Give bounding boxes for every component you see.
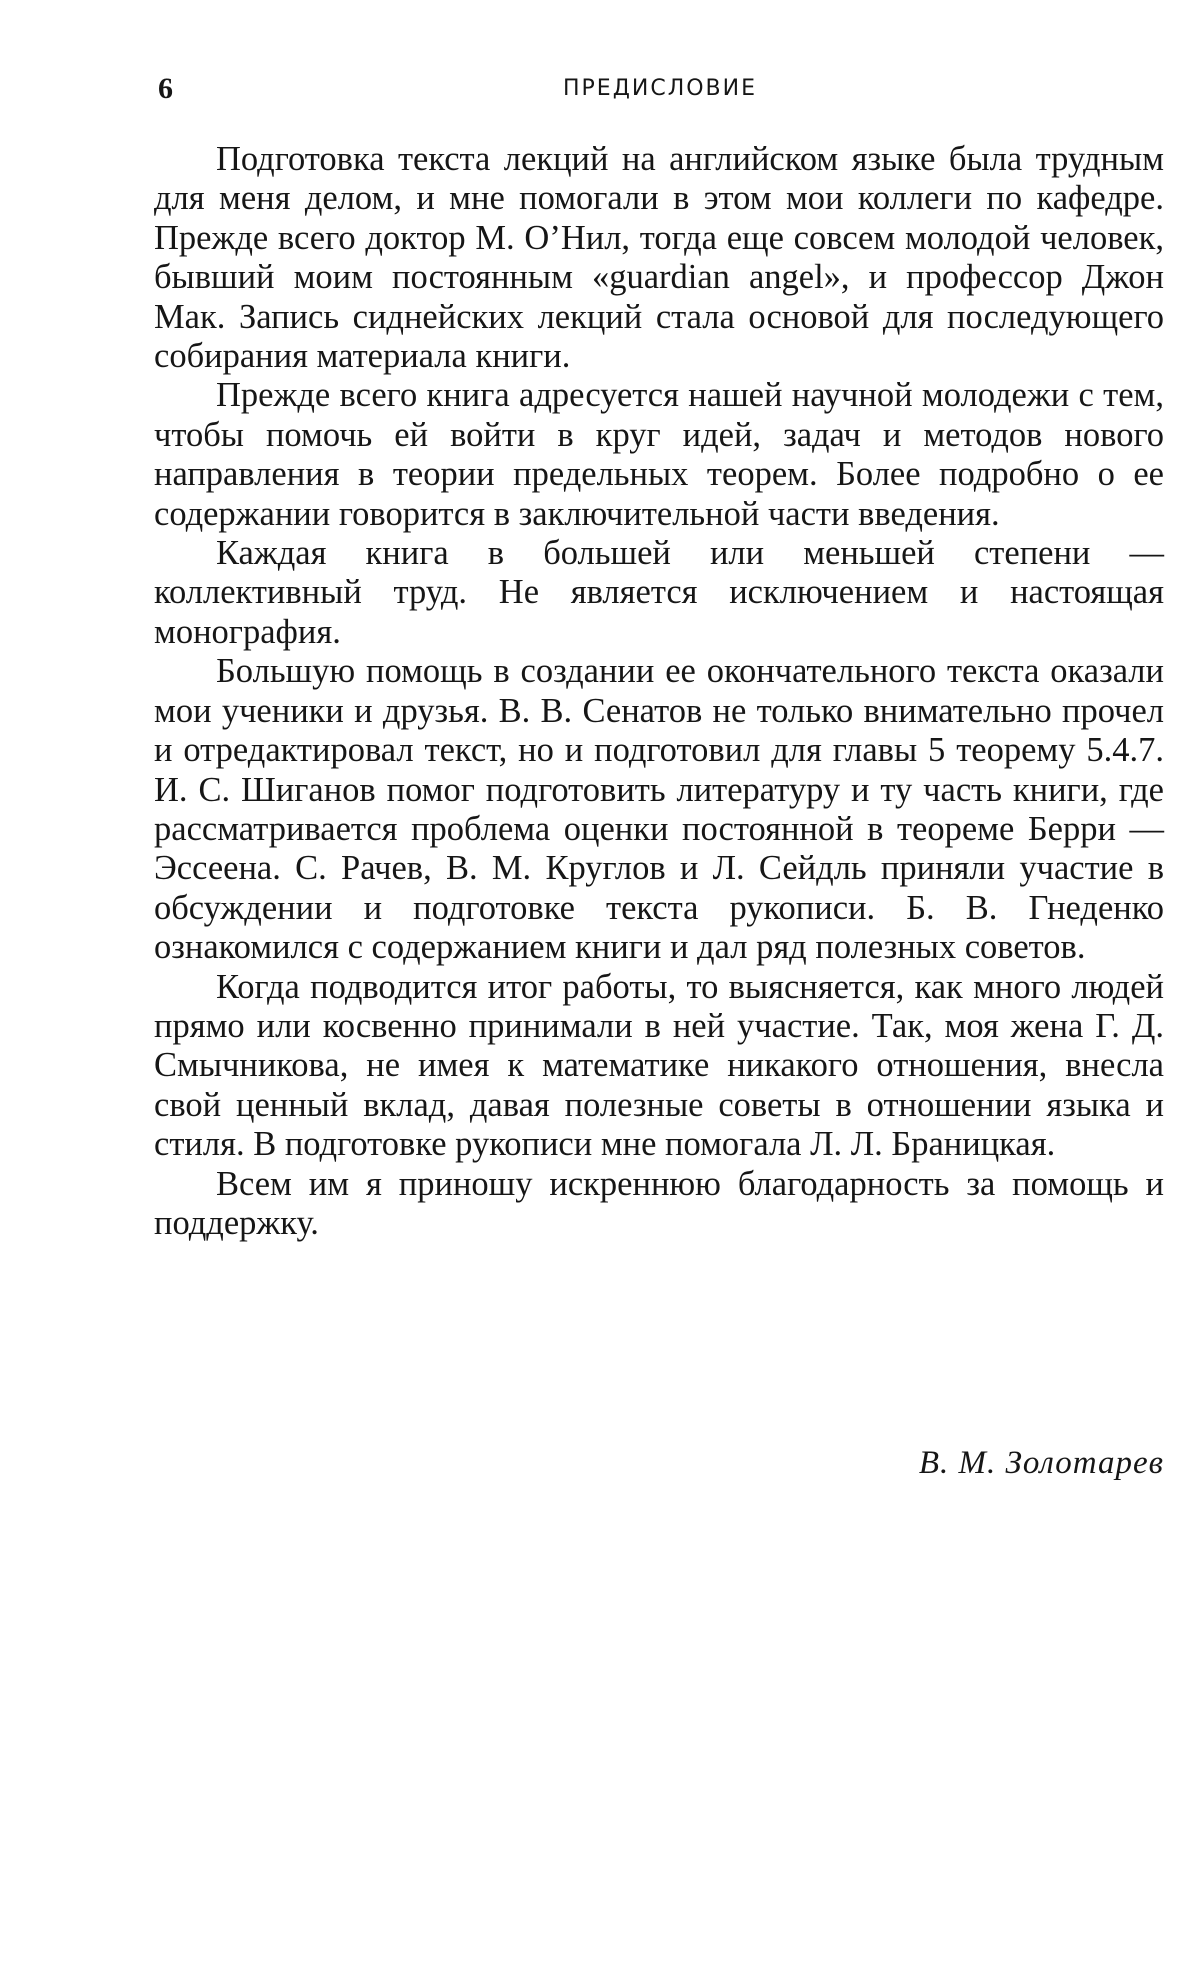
paragraph-4: Большую помощь в создании ее окончательного текста оказали мои ученики и друзья. В. В. Сенатов не только внимательно прочел и отредактировал текст, но и подготовил для главы 5 теорему 5.4.7. И. С. Шиганов помог подготовить литературу и ту часть книги, где рассматривается проблема оценки постоянной в теореме Берри — Эссеена. С. Рачев, В. М. Круглов и Л. Сейдль приняли участие в обсуждении и подготовке текста рукописи. Б. В. Гнеденко ознакомился с содержанием книги и дал ряд полезных советов. [154,652,1164,967]
paragraph-5: Когда подводится итог работы, то выясняется, как много людей прямо или косвенно принимали в ней участие. Так, моя жена Г. Д. Смычникова, не имея к математике никакого отношения, внесла свой ценный вклад, давая полезные советы в отношении языка и стиля. В подготовке рукописи мне помогала Л. Л. Браницкая. [154,967,1164,1164]
paragraph-6: Всем им я приношу искреннюю благодарность за помощь и поддержку. [154,1164,1164,1242]
paragraph-2: Прежде всего книга адресуется нашей научной молодежи с тем, чтобы помочь ей войти в круг идей, задач и методов нового направления в теории предельных теорем. Более подробно о ее содержании говорится в заключительной части введения. [154,376,1164,533]
author-signature: В. М. Золотарев [918,1445,1164,1481]
paragraph-3: Каждая книга в большей или меньшей степени — коллективный труд. Не является исключением и настоящая монография. [154,534,1164,651]
page-number: 6 [158,72,173,105]
running-head [158,72,1162,112]
paragraph-1: Подготовка текста лекций на английском языке была трудным для меня делом, и мне помогали в этом мои коллеги по кафедре. Прежде всего доктор М. О’Нил, тогда еще совсем молодой человек, бывший моим постоянным «guardian angel», и профессор Джон Мак. Запись сиднейских лекций стала основой для последующего собирания материала книги. [154,140,1164,376]
body-text [154,140,1164,1243]
section-title: ПРЕДИСЛОВИЕ [562,76,758,101]
